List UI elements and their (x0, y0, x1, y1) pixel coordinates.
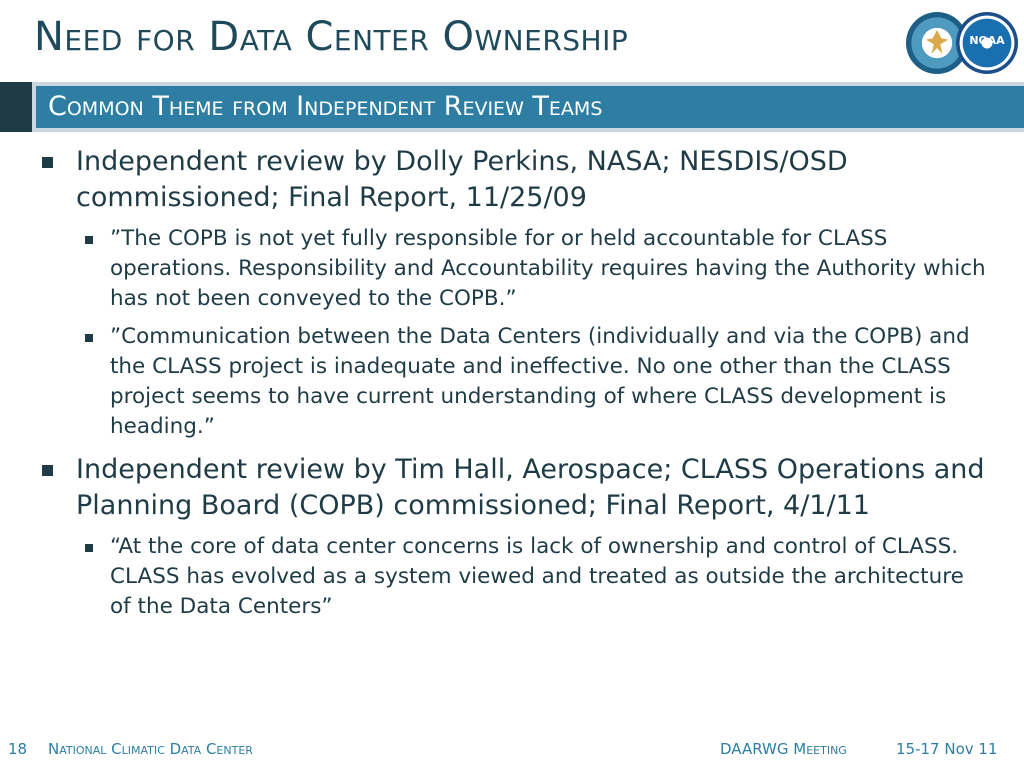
footer-date: 15-17 Nov 11 (896, 740, 998, 758)
bullet-text: Independent review by Tim Hall, Aerospace; CLASS Operations and Planning Board (COPB) commissioned; Final Report, 4/1/11 (76, 454, 985, 521)
sub-bullet-item (38, 224, 988, 314)
square-bullet-icon (42, 465, 53, 476)
square-bullet-icon (85, 334, 93, 342)
sub-bullet-text: ”The COPB is not yet fully responsible for or held accountable for CLASS operations. Responsibility and Accountability requires having the Authority which has not been conveyed to the COPB.” (110, 226, 986, 311)
page-number: 18 (8, 740, 28, 758)
slide-content (38, 144, 988, 622)
sub-bullet-item (38, 322, 988, 442)
slide-footer (0, 738, 1024, 762)
square-bullet-icon (42, 157, 53, 168)
sub-bullet-text: ”Communication between the Data Centers (individually and via the COPB) and the CLASS project is inadequate and ineffective. No one other than the CLASS project seems to have current understanding of where CLASS development is heading.” (110, 324, 970, 439)
band-accent (0, 82, 32, 132)
footer-meeting: DAARWG Meeting (720, 740, 847, 758)
sub-bullet-item (38, 532, 988, 622)
slide-title: Need for Data Center Ownership (34, 14, 629, 60)
bullet-item (38, 144, 988, 216)
sub-bullet-text: “At the core of data center concerns is lack of ownership and control of CLASS. CLASS has evolved as a system viewed and treated as outside the architecture of the Data Centers” (110, 534, 964, 619)
slide-subtitle: Common Theme from Independent Review Teams (48, 91, 603, 122)
eagle-icon (926, 30, 948, 54)
noaa-logo-text: NOAA (969, 34, 1005, 47)
square-bullet-icon (85, 544, 93, 552)
bullet-text: Independent review by Dolly Perkins, NASA; NESDIS/OSD commissioned; Final Report, 11/25/09 (76, 146, 848, 213)
footer-organization: National Climatic Data Center (48, 740, 253, 758)
square-bullet-icon (85, 236, 93, 244)
noaa-logo-icon (956, 12, 1018, 74)
bullet-item (38, 452, 988, 524)
logo-group (906, 8, 1018, 78)
